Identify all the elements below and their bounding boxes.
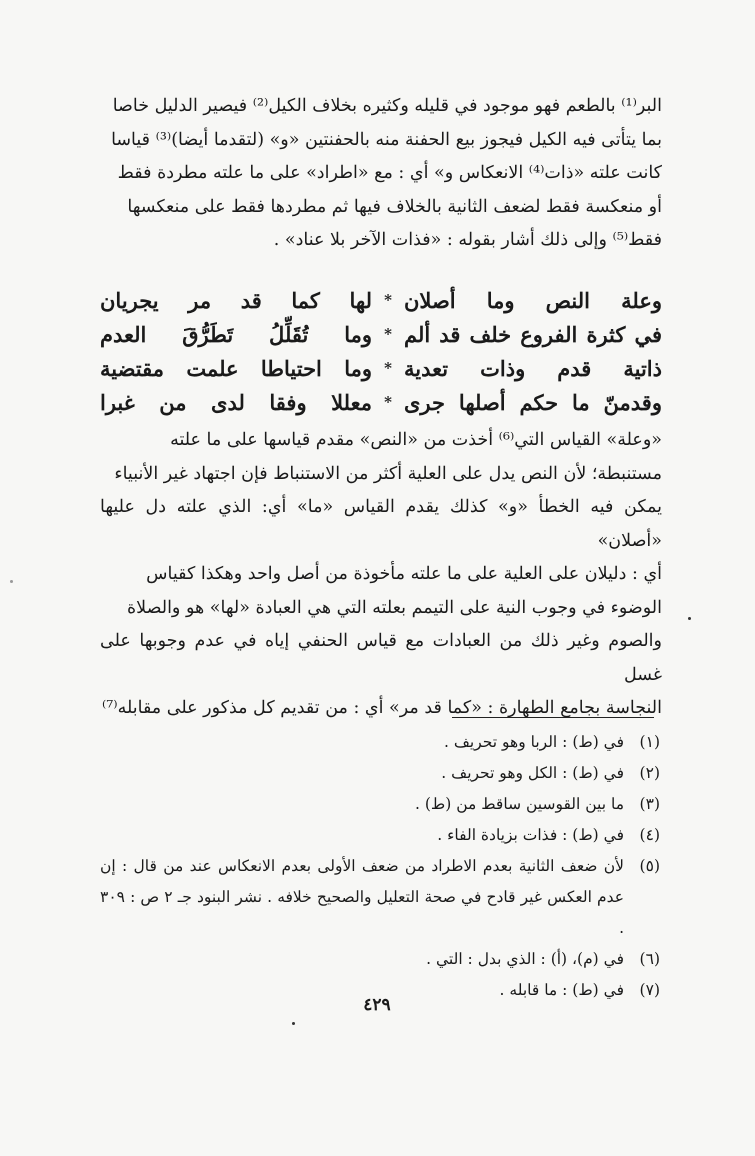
text-line: فقط⁽⁵⁾ وإلى ذلك أشار بقوله : «فذات الآخر بلا عناد» . [273, 230, 662, 250]
text-line: أو منعكسة فقط لضعف الثانية بالخلاف فيها ثم مطردها فقط على منعكسها [127, 196, 662, 217]
footnotes [100, 727, 660, 1006]
footnote-text: في (ط) : الكل وهو تحريف . [441, 764, 624, 782]
footnote-number: (٦) [639, 950, 660, 968]
footnote-text: في (م)، (أ) : الذي بدل : التي . [426, 950, 624, 968]
scan-speck [10, 580, 13, 583]
scan-speck [688, 617, 691, 620]
verse-first-hemistich: وقدمنّ ما حكم أصلها جرى [404, 389, 662, 415]
verse-first-hemistich: وعلة النص وما أصلان [404, 287, 662, 313]
footnote [100, 789, 660, 820]
verse-second-hemistich: معللا وفقا لدى من غبرا [100, 389, 372, 415]
verse-line [100, 385, 662, 419]
footnote-number: (٣) [639, 795, 660, 813]
scan-speck [292, 1022, 295, 1025]
footnote [100, 851, 660, 944]
verse-separator: * [384, 291, 392, 309]
footnote-text: في (ط) : ما قابله . [499, 981, 624, 999]
footnote-number: (٥) [639, 857, 660, 875]
footnote-text: لأن ضعف الثانية بعدم الاطراد من ضعف الأولى بعدم الانعكاس عند من قال : إن عدم العكس غير قادح في صحة التعليل والصحيح خلافه . نشر البنود جـ ٢ ص : ٣٠٩ . [100, 857, 624, 937]
text-line: يمكن فيه الخطأ «و» كذلك يقدم القياس «ما» أي: الذي علته دل عليها «أصلان» [100, 497, 662, 551]
footnote [100, 820, 660, 851]
verse-second-hemistich: وما احتياطا علمت مقتضية [100, 355, 372, 381]
verse-line [100, 283, 662, 317]
footnote-number: (٤) [639, 826, 660, 844]
verse-line [100, 317, 662, 351]
paragraph-main-2 [100, 424, 662, 726]
footnote-text: في (ط) : الربا وهو تحريف . [444, 733, 624, 751]
footnote [100, 758, 660, 789]
text-line: مستنبطة؛ لأن النص يدل على العلية أكثر من الاستنباط فإن اجتهاد غير الأنبياء [114, 463, 662, 484]
verse-second-hemistich: وما تُقَلِّلُ تَطَرُّقَ العدم [100, 321, 372, 347]
footnote-text: في (ط) : فذات بزيادة الفاء . [437, 826, 624, 844]
footnote [100, 727, 660, 758]
verse-separator: * [384, 393, 392, 411]
verse-separator: * [384, 359, 392, 377]
verse-line [100, 351, 662, 385]
verse-first-hemistich: في كثرة الفروع خلف قد ألم [404, 321, 662, 347]
footnote-number: (٢) [639, 764, 660, 782]
text-line: والصوم وغير ذلك من العبادات مع قياس الحنفي إياه في عدم وجوبها على غسل [100, 631, 662, 685]
footnote-number: (١) [639, 733, 660, 751]
text-line: البر⁽¹⁾ بالطعم فهو موجود في قليله وكثيره بخلاف الكيل⁽²⁾ فيصير الدليل خاصا [112, 96, 662, 116]
page-number: ٤٢٩ [363, 995, 391, 1015]
footnote-text: ما بين القوسين ساقط من (ط) . [414, 795, 624, 813]
footnote-number: (٧) [639, 981, 660, 999]
paragraph-main-1 [100, 90, 662, 258]
text-line: الوضوء في وجوب النية على التيمم بعلته التي هي العبادة «لها» هو والصلاة [126, 597, 662, 618]
poem-verses [100, 283, 662, 419]
verse-first-hemistich: ذاتية قدم وذات تعدية [404, 355, 662, 381]
text-line: بما يتأتى فيه الكيل فيجوز بيع الحفنة منه بالحفنتين «و» (لتقدما أيضا)⁽³⁾ قياسا [111, 129, 662, 150]
footnote-divider [452, 717, 654, 718]
text-line: كانت علته «ذات⁽⁴⁾ الانعكاس و» أي : مع «اطراد» على ما علته مطردة فقط [117, 163, 662, 183]
text-line: «وعلة» القياس التي⁽⁶⁾ أخذت من «النص» مقدم قياسها على ما علته [170, 430, 662, 450]
text-line: النجاسة بجامع الطهارة : «كما قد مر» أي : من تقديم كل مذكور على مقابله⁽⁷⁾ [101, 698, 662, 718]
verse-separator: * [384, 325, 392, 343]
text-line: أي : دليلان على العلية على ما علته مأخوذة من أصل واحد وهكذا كقياس [146, 564, 662, 584]
verse-second-hemistich: لها كما قد مر يجريان [100, 287, 372, 313]
footnote [100, 944, 660, 975]
